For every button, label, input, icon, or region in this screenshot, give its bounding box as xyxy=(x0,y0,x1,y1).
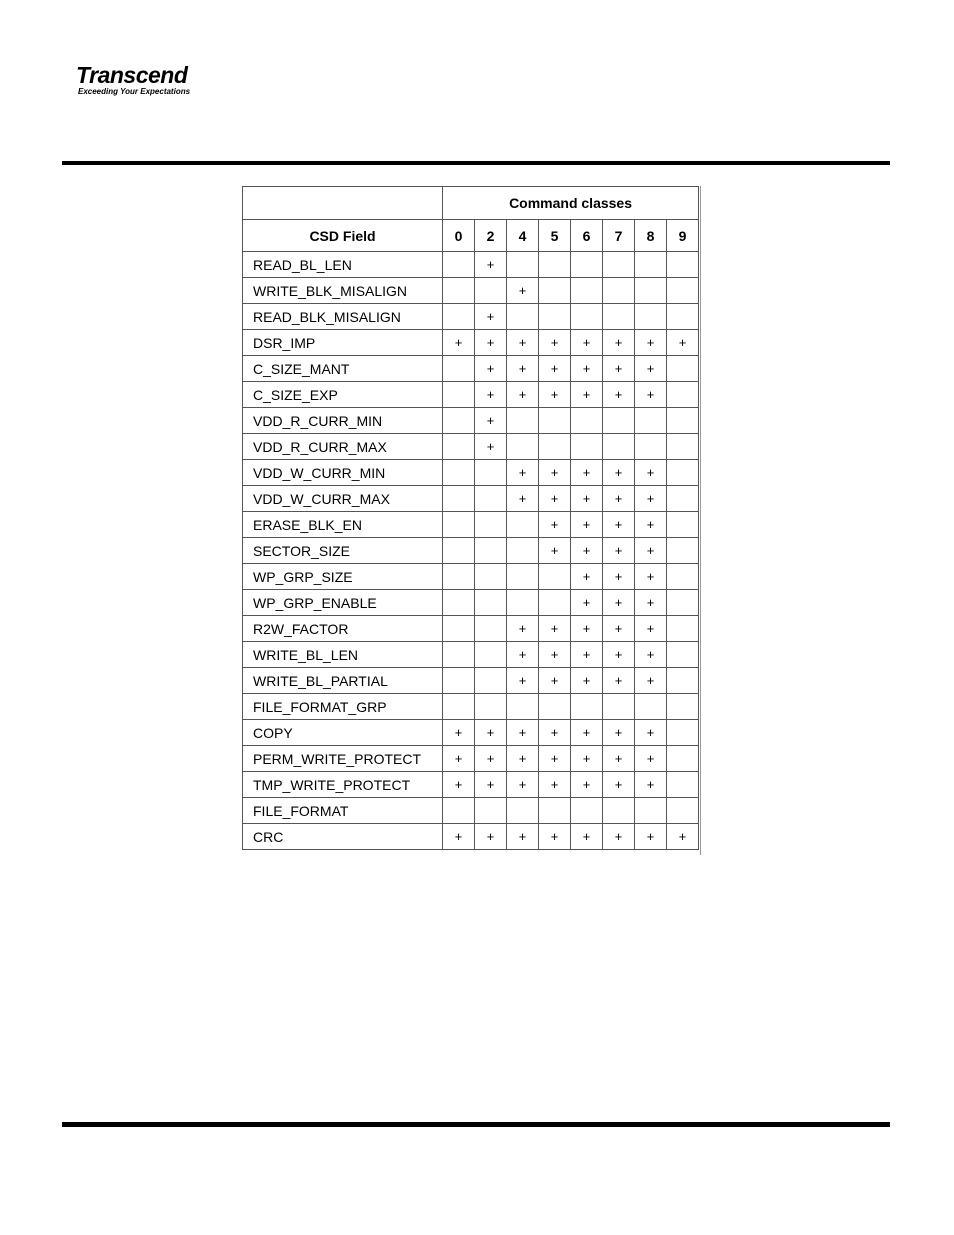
class-support-cell: + xyxy=(603,590,635,616)
class-support-cell: + xyxy=(571,590,603,616)
class-support-cell xyxy=(443,564,475,590)
class-support-cell: + xyxy=(603,668,635,694)
class-support-cell: + xyxy=(603,356,635,382)
class-support-cell: + xyxy=(507,772,539,798)
class-support-cell xyxy=(635,408,667,434)
csd-field-name: WP_GRP_SIZE xyxy=(243,564,443,590)
class-support-cell xyxy=(475,486,507,512)
class-support-cell xyxy=(571,408,603,434)
class-support-cell: + xyxy=(667,824,699,850)
class-support-cell: + xyxy=(635,486,667,512)
table-row xyxy=(243,278,699,304)
class-support-cell: + xyxy=(571,772,603,798)
header-divider xyxy=(62,161,890,165)
class-support-cell: + xyxy=(475,330,507,356)
class-support-cell: + xyxy=(603,382,635,408)
csd-field-name: FILE_FORMAT_GRP xyxy=(243,694,443,720)
class-header-2: 2 xyxy=(475,220,507,252)
class-support-cell: + xyxy=(539,642,571,668)
class-support-cell xyxy=(475,564,507,590)
csd-field-name: VDD_R_CURR_MIN xyxy=(243,408,443,434)
class-support-cell: + xyxy=(539,356,571,382)
class-support-cell xyxy=(475,668,507,694)
class-support-cell: + xyxy=(539,330,571,356)
table-row xyxy=(243,590,699,616)
class-support-cell xyxy=(507,538,539,564)
class-support-cell: + xyxy=(539,460,571,486)
class-support-cell xyxy=(667,382,699,408)
table-row xyxy=(243,330,699,356)
class-header-6: 6 xyxy=(571,220,603,252)
class-support-cell: + xyxy=(571,460,603,486)
class-support-cell xyxy=(667,460,699,486)
class-support-cell: + xyxy=(571,746,603,772)
class-support-cell xyxy=(507,252,539,278)
class-support-cell xyxy=(443,512,475,538)
class-support-cell xyxy=(603,408,635,434)
csd-field-header: CSD Field xyxy=(243,220,443,252)
class-support-cell xyxy=(475,278,507,304)
csd-field-name: VDD_W_CURR_MAX xyxy=(243,486,443,512)
class-support-cell: + xyxy=(475,252,507,278)
table-row xyxy=(243,772,699,798)
class-support-cell xyxy=(507,564,539,590)
class-support-cell xyxy=(539,590,571,616)
table-row xyxy=(243,434,699,460)
class-support-cell: + xyxy=(571,486,603,512)
class-support-cell: + xyxy=(571,668,603,694)
class-support-cell xyxy=(667,512,699,538)
class-support-cell: + xyxy=(539,824,571,850)
class-support-cell xyxy=(539,278,571,304)
class-support-cell xyxy=(507,434,539,460)
class-support-cell xyxy=(475,798,507,824)
class-support-cell xyxy=(667,278,699,304)
table-body xyxy=(243,252,699,850)
class-support-cell xyxy=(443,382,475,408)
class-support-cell: + xyxy=(507,616,539,642)
class-support-cell: + xyxy=(635,720,667,746)
logo-wordmark: Transcend xyxy=(76,62,188,88)
class-support-cell: + xyxy=(539,538,571,564)
class-support-cell xyxy=(635,694,667,720)
class-support-cell: + xyxy=(635,772,667,798)
table-row xyxy=(243,824,699,850)
class-support-cell: + xyxy=(443,772,475,798)
table-row xyxy=(243,694,699,720)
csd-field-name: VDD_W_CURR_MIN xyxy=(243,460,443,486)
class-support-cell: + xyxy=(603,486,635,512)
class-support-cell xyxy=(667,772,699,798)
class-support-cell: + xyxy=(635,668,667,694)
class-support-cell xyxy=(507,590,539,616)
csd-command-class-table-container xyxy=(242,186,698,850)
class-support-cell: + xyxy=(507,356,539,382)
class-support-cell xyxy=(507,304,539,330)
class-support-cell: + xyxy=(571,512,603,538)
class-header-4: 4 xyxy=(507,220,539,252)
table-row xyxy=(243,564,699,590)
class-support-cell: + xyxy=(635,824,667,850)
csd-field-name: C_SIZE_EXP xyxy=(243,382,443,408)
footer-divider xyxy=(62,1122,890,1127)
class-support-cell: + xyxy=(507,486,539,512)
class-support-cell: + xyxy=(539,512,571,538)
class-support-cell xyxy=(475,460,507,486)
csd-field-name: SECTOR_SIZE xyxy=(243,538,443,564)
class-support-cell: + xyxy=(539,720,571,746)
class-support-cell: + xyxy=(539,746,571,772)
table-row xyxy=(243,720,699,746)
class-support-cell xyxy=(635,798,667,824)
class-support-cell xyxy=(539,252,571,278)
table-row xyxy=(243,486,699,512)
table-row xyxy=(243,512,699,538)
class-header-7: 7 xyxy=(603,220,635,252)
class-support-cell: + xyxy=(571,330,603,356)
table-row xyxy=(243,304,699,330)
class-support-cell xyxy=(539,798,571,824)
class-support-cell xyxy=(667,642,699,668)
command-classes-header: Command classes xyxy=(443,187,699,220)
class-support-cell: + xyxy=(635,460,667,486)
class-support-cell xyxy=(571,278,603,304)
class-support-cell: + xyxy=(507,824,539,850)
class-support-cell xyxy=(507,408,539,434)
class-support-cell: + xyxy=(667,330,699,356)
csd-field-name: TMP_WRITE_PROTECT xyxy=(243,772,443,798)
class-support-cell xyxy=(667,616,699,642)
csd-command-class-table xyxy=(242,186,699,850)
class-support-cell xyxy=(667,408,699,434)
class-support-cell xyxy=(667,486,699,512)
class-support-cell xyxy=(507,512,539,538)
class-support-cell xyxy=(475,642,507,668)
class-support-cell: + xyxy=(635,616,667,642)
class-support-cell: + xyxy=(507,746,539,772)
class-support-cell xyxy=(667,720,699,746)
class-support-cell xyxy=(539,564,571,590)
table-row xyxy=(243,408,699,434)
class-support-cell: + xyxy=(603,720,635,746)
class-support-cell: + xyxy=(603,330,635,356)
class-support-cell: + xyxy=(635,538,667,564)
class-support-cell xyxy=(443,590,475,616)
class-support-cell xyxy=(443,642,475,668)
class-support-cell xyxy=(603,694,635,720)
class-support-cell: + xyxy=(539,486,571,512)
class-support-cell xyxy=(603,304,635,330)
table-row xyxy=(243,616,699,642)
class-support-cell: + xyxy=(635,356,667,382)
class-support-cell xyxy=(667,746,699,772)
class-support-cell: + xyxy=(507,460,539,486)
class-support-cell: + xyxy=(475,720,507,746)
class-support-cell: + xyxy=(603,616,635,642)
class-support-cell: + xyxy=(571,356,603,382)
class-support-cell xyxy=(475,538,507,564)
class-support-cell: + xyxy=(571,564,603,590)
class-support-cell xyxy=(443,252,475,278)
class-support-cell: + xyxy=(507,330,539,356)
csd-field-name: VDD_R_CURR_MAX xyxy=(243,434,443,460)
class-support-cell: + xyxy=(635,382,667,408)
class-support-cell xyxy=(571,252,603,278)
class-support-cell xyxy=(539,304,571,330)
table-row xyxy=(243,382,699,408)
class-support-cell: + xyxy=(475,772,507,798)
class-support-cell: + xyxy=(603,460,635,486)
table-group-header-row xyxy=(243,187,699,220)
class-support-cell: + xyxy=(635,330,667,356)
class-support-cell xyxy=(667,434,699,460)
class-header-5: 5 xyxy=(539,220,571,252)
class-support-cell: + xyxy=(507,382,539,408)
class-support-cell: + xyxy=(539,616,571,642)
class-support-cell: + xyxy=(475,824,507,850)
class-support-cell xyxy=(539,408,571,434)
class-support-cell: + xyxy=(475,356,507,382)
class-support-cell: + xyxy=(603,642,635,668)
class-support-cell xyxy=(667,356,699,382)
class-support-cell xyxy=(635,434,667,460)
class-support-cell xyxy=(475,694,507,720)
class-support-cell xyxy=(443,798,475,824)
class-support-cell xyxy=(603,278,635,304)
csd-field-name: COPY xyxy=(243,720,443,746)
class-support-cell: + xyxy=(603,746,635,772)
class-support-cell xyxy=(603,252,635,278)
class-support-cell xyxy=(635,278,667,304)
class-support-cell xyxy=(571,798,603,824)
class-support-cell: + xyxy=(603,538,635,564)
class-support-cell xyxy=(603,434,635,460)
class-support-cell: + xyxy=(571,720,603,746)
class-support-cell: + xyxy=(475,382,507,408)
class-support-cell xyxy=(475,512,507,538)
class-support-cell xyxy=(443,668,475,694)
class-support-cell: + xyxy=(443,746,475,772)
csd-field-name: DSR_IMP xyxy=(243,330,443,356)
table-row xyxy=(243,798,699,824)
class-support-cell xyxy=(667,538,699,564)
class-support-cell xyxy=(507,798,539,824)
class-support-cell xyxy=(443,616,475,642)
class-support-cell: + xyxy=(571,824,603,850)
class-support-cell xyxy=(507,694,539,720)
class-support-cell: + xyxy=(475,304,507,330)
table-row xyxy=(243,252,699,278)
class-support-cell: + xyxy=(507,720,539,746)
class-support-cell xyxy=(443,434,475,460)
class-support-cell xyxy=(443,694,475,720)
class-support-cell xyxy=(667,590,699,616)
class-support-cell xyxy=(667,564,699,590)
class-support-cell: + xyxy=(443,824,475,850)
table-corner-cell xyxy=(243,187,443,220)
class-header-0: 0 xyxy=(443,220,475,252)
class-support-cell xyxy=(443,408,475,434)
class-support-cell: + xyxy=(603,512,635,538)
csd-field-name: WP_GRP_ENABLE xyxy=(243,590,443,616)
class-support-cell xyxy=(443,460,475,486)
class-support-cell: + xyxy=(475,746,507,772)
table-row xyxy=(243,538,699,564)
class-support-cell xyxy=(667,668,699,694)
class-support-cell: + xyxy=(571,642,603,668)
csd-field-name: FILE_FORMAT xyxy=(243,798,443,824)
class-support-cell: + xyxy=(507,668,539,694)
class-support-cell: + xyxy=(539,772,571,798)
class-support-cell xyxy=(635,304,667,330)
class-support-cell: + xyxy=(571,616,603,642)
class-header-8: 8 xyxy=(635,220,667,252)
class-support-cell: + xyxy=(603,824,635,850)
class-support-cell xyxy=(475,616,507,642)
class-support-cell: + xyxy=(539,668,571,694)
class-support-cell: + xyxy=(635,512,667,538)
class-support-cell: + xyxy=(635,746,667,772)
csd-field-name: WRITE_BLK_MISALIGN xyxy=(243,278,443,304)
class-support-cell xyxy=(539,434,571,460)
table-row xyxy=(243,460,699,486)
class-support-cell: + xyxy=(507,642,539,668)
class-support-cell xyxy=(667,304,699,330)
class-support-cell xyxy=(635,252,667,278)
class-support-cell xyxy=(571,434,603,460)
class-support-cell xyxy=(603,798,635,824)
class-support-cell xyxy=(539,694,571,720)
class-support-cell xyxy=(571,304,603,330)
class-support-cell: + xyxy=(571,538,603,564)
class-support-cell xyxy=(443,278,475,304)
table-column-header-row xyxy=(243,220,699,252)
table-row xyxy=(243,746,699,772)
class-support-cell xyxy=(667,694,699,720)
class-support-cell xyxy=(667,252,699,278)
class-support-cell: + xyxy=(571,382,603,408)
class-support-cell: + xyxy=(475,408,507,434)
class-support-cell: + xyxy=(443,330,475,356)
csd-field-name: CRC xyxy=(243,824,443,850)
csd-field-name: ERASE_BLK_EN xyxy=(243,512,443,538)
csd-field-name: READ_BL_LEN xyxy=(243,252,443,278)
class-header-9: 9 xyxy=(667,220,699,252)
table-row xyxy=(243,356,699,382)
class-support-cell: + xyxy=(635,564,667,590)
table-row xyxy=(243,668,699,694)
class-support-cell xyxy=(667,798,699,824)
csd-field-name: R2W_FACTOR xyxy=(243,616,443,642)
class-support-cell xyxy=(443,304,475,330)
class-support-cell: + xyxy=(635,642,667,668)
class-support-cell xyxy=(443,486,475,512)
csd-field-name: C_SIZE_MANT xyxy=(243,356,443,382)
class-support-cell: + xyxy=(539,382,571,408)
class-support-cell: + xyxy=(635,590,667,616)
csd-field-name: WRITE_BL_PARTIAL xyxy=(243,668,443,694)
csd-field-name: PERM_WRITE_PROTECT xyxy=(243,746,443,772)
class-support-cell xyxy=(475,590,507,616)
class-support-cell: + xyxy=(507,278,539,304)
brand-logo xyxy=(76,62,216,97)
logo-tagline: Exceeding Your Expectations xyxy=(78,87,191,96)
csd-field-name: READ_BLK_MISALIGN xyxy=(243,304,443,330)
class-support-cell: + xyxy=(475,434,507,460)
class-support-cell: + xyxy=(603,772,635,798)
class-support-cell: + xyxy=(603,564,635,590)
class-support-cell xyxy=(443,538,475,564)
class-support-cell: + xyxy=(443,720,475,746)
table-row xyxy=(243,642,699,668)
class-support-cell xyxy=(571,694,603,720)
class-support-cell xyxy=(443,356,475,382)
csd-field-name: WRITE_BL_LEN xyxy=(243,642,443,668)
